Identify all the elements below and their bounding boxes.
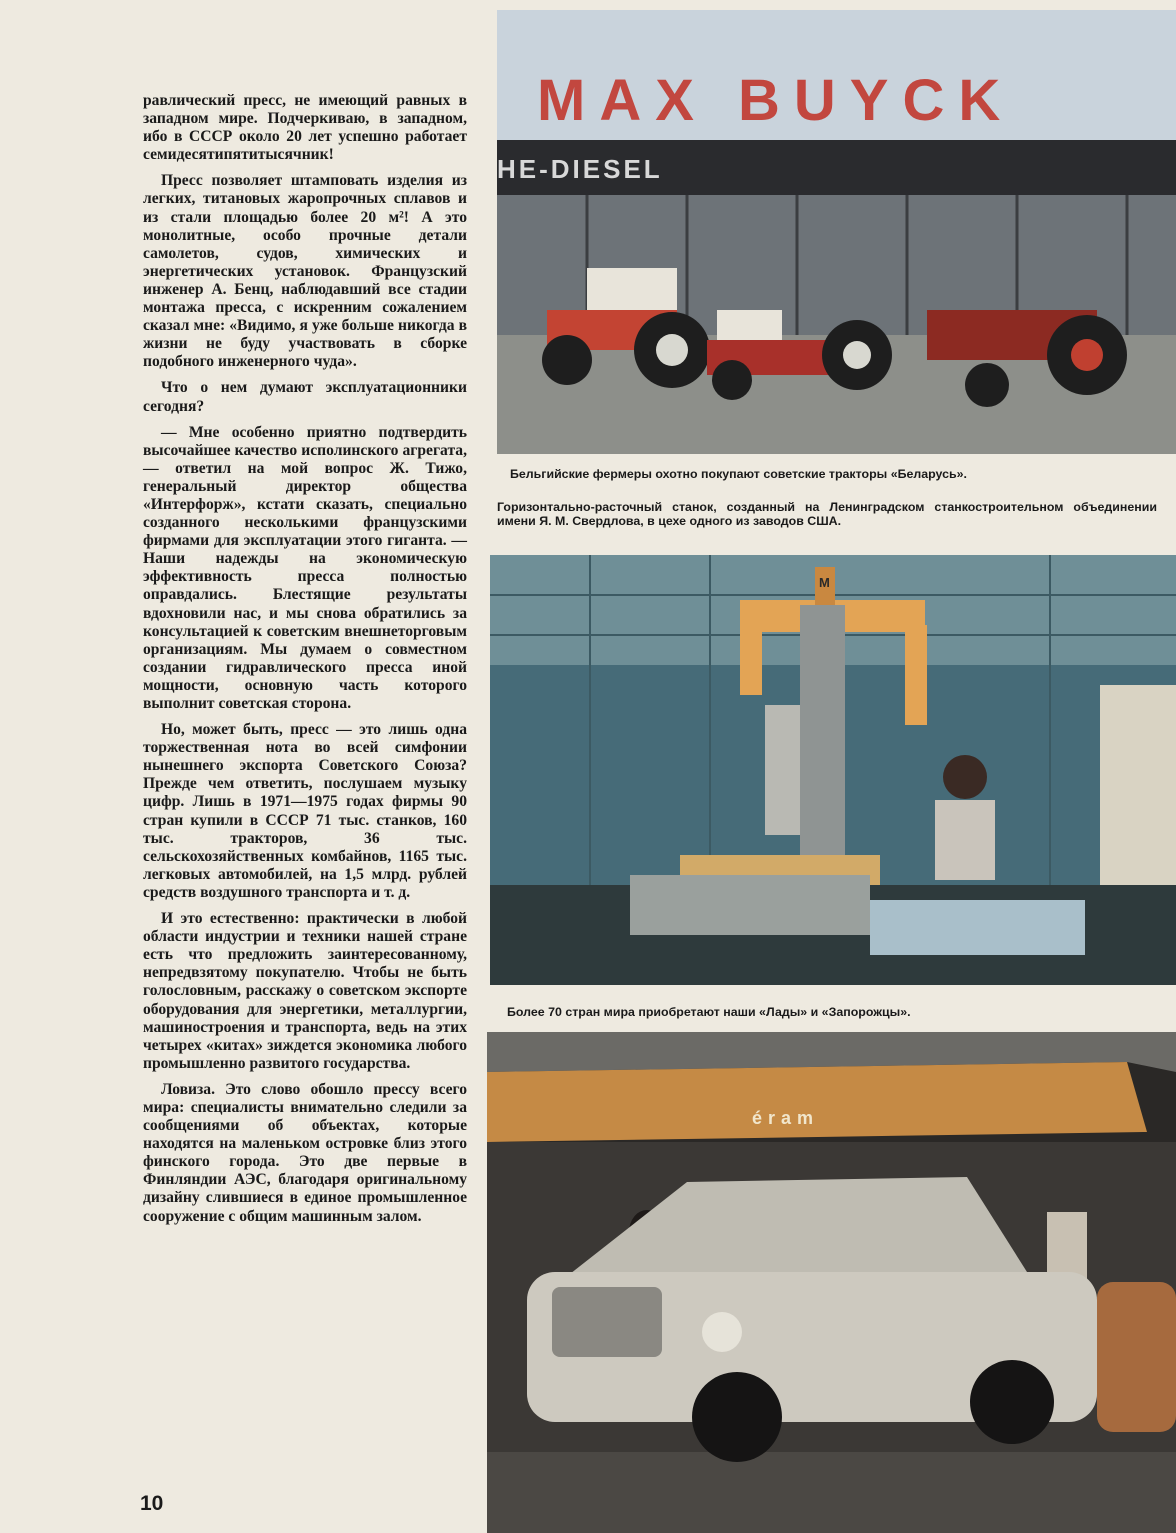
article-paragraph: равлический пресс, не имеющий равных в западном мире. Подчеркиваю, в западном, ибо в СССР около 20 лет успешно работает семидесятипятитысячник! [143,92,467,164]
machine-label: М [819,575,830,590]
machine-tool-photo [490,555,1176,985]
article-paragraph: — Мне особенно приятно подтвердить высочайшее качество исполинского агрегата, — ответил на мой вопрос Ж. Тижо, генеральный директор общества «Интерфорж», кстати сказать, специально созданного несколькими французскими фирмами для эксплуатации этого гиганта. — Наши надежды на экономическую эффективность пресса полностью оправдались. Блестящие результаты вдохновили нас, и мы снова обратились за консультацией к советским внешнеторговым организациям. Мы думаем о совместном создании гидравлического пресса иной мощности, основную часть которого выполнит советская сторона. [143,423,467,712]
machine-tool-caption: Горизонтально-расточный станок, созданный на Ленинградском станкостроительном объединении имени Я. М. Свердлова, в цехе одного из заводов США. [497,500,1157,528]
cars-photo [487,1032,1176,1533]
dealer-sign: MAX BUYCK [537,68,1015,133]
tractors-caption: Бельгийские фермеры охотно покупают советские тракторы «Беларусь». [510,467,967,481]
cars-caption: Более 70 стран мира приобретают наши «Лады» и «Запорожцы». [507,1005,911,1019]
article-paragraph: И это естественно: практически в любой области индустрии и техники нашей стране есть что предложить заинтересованному, непредвзятому покупателю. Чтобы не быть голословным, расскажу о советском экспорте оборудования для энергетики, металлургии, машиностроения и транспорта, ведь на этих четырех «китах» зиждется экономика любого промышленно развитого государства. [143,910,467,1072]
article-paragraph: Ловиза. Это слово обошло прессу всего мира: специалисты внимательно следили за сообщениями об объектах, которые находятся на маленьком островке близ этого финского города. Это две первые в Финляндии АЭС, благодаря оригинальному дизайну слившиеся в единое промышленное сооружение с общим машинным залом. [143,1080,467,1225]
page-number: 10 [140,1492,164,1515]
tractors-photo [497,10,1176,454]
article-paragraph: Но, может быть, пресс — это лишь одна торжественная нота во всей симфонии нынешнего экспорта Советского Союза? Прежде чем ответить, послушаем музыку цифр. Лишь в 1971—1975 годах фирмы 90 стран купили в СССР 71 тыс. станков, 160 тыс. тракторов, 36 тыс. сельскохозяйственных комбайнов, 1165 тыс. легковых автомобилей, на 1,5 млрд. рублей средств воздушного транспорта и т. д. [143,721,467,901]
article-paragraph: Что о нем думают эксплуатационники сегодня? [143,379,467,415]
dealer-sub-sign: HE-DIESEL [497,154,663,184]
article-paragraph: Пресс позволяет штамповать изделия из легких, титановых жаропрочных сплавов и из стали площадью более 20 м²! А это монолитные, особо прочные детали самолетов, судов, химических и энергетических установок. Французский инженер А. Бенц, наблюдавший все стадии монтажа пресса, с искренним сожалением сказал мне: «Видимо, я уже больше никогда в жизни не буду участвовать в сборке подобного инженерного чуда». [143,172,467,371]
article-body [143,92,467,1234]
awning-text: éram [752,1108,820,1128]
